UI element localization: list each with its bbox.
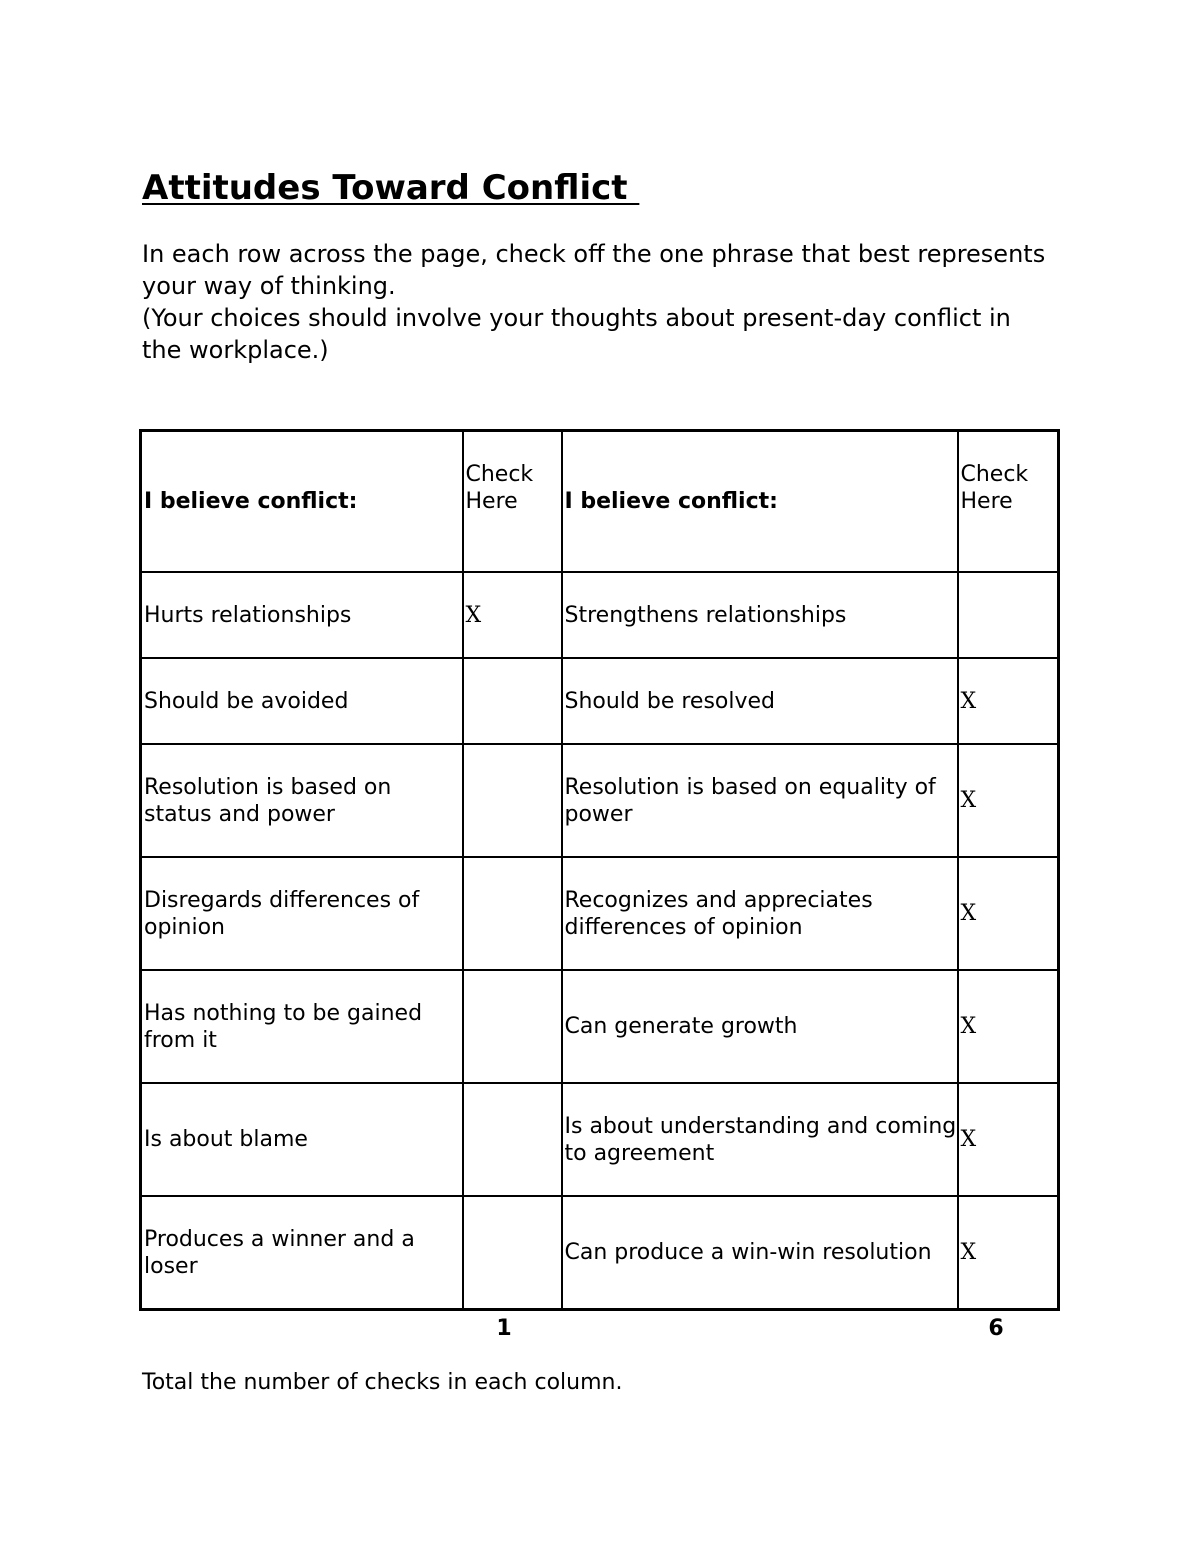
right-check-cell[interactable]: X bbox=[958, 857, 1059, 970]
right-check-header: Check Here bbox=[958, 431, 1059, 573]
right-column-total: 6 bbox=[988, 1316, 1004, 1341]
left-statement: Disregards differences of opinion bbox=[141, 857, 463, 970]
table-row bbox=[141, 970, 1059, 1083]
total-instruction: Total the number of checks in each column. bbox=[142, 1370, 623, 1395]
instructions-line-2: (Your choices should involve your thoughts about present-day conflict in the workplace.) bbox=[142, 304, 1011, 364]
table-row bbox=[141, 572, 1059, 658]
left-check-cell[interactable] bbox=[463, 1196, 562, 1310]
attitudes-table bbox=[139, 429, 1060, 1311]
left-check-cell[interactable] bbox=[463, 857, 562, 970]
right-column-header: I believe conflict: bbox=[562, 431, 958, 573]
table-header-row bbox=[141, 431, 1059, 573]
instructions bbox=[142, 238, 1052, 366]
left-statement: Has nothing to be gained from it bbox=[141, 970, 463, 1083]
left-column-total: 1 bbox=[496, 1316, 512, 1341]
table-row bbox=[141, 744, 1059, 857]
right-statement: Can produce a win-win resolution bbox=[562, 1196, 958, 1310]
right-check-cell[interactable] bbox=[958, 572, 1059, 658]
left-check-header: Check Here bbox=[463, 431, 562, 573]
left-statement: Is about blame bbox=[141, 1083, 463, 1196]
left-check-cell[interactable] bbox=[463, 1083, 562, 1196]
right-check-cell[interactable]: X bbox=[958, 744, 1059, 857]
table-row bbox=[141, 857, 1059, 970]
left-column-header: I believe conflict: bbox=[141, 431, 463, 573]
left-statement: Hurts relationships bbox=[141, 572, 463, 658]
table-row bbox=[141, 1083, 1059, 1196]
left-statement: Produces a winner and a loser bbox=[141, 1196, 463, 1310]
right-statement: Strengthens relationships bbox=[562, 572, 958, 658]
page-title: Attitudes Toward Conflict bbox=[142, 168, 640, 208]
right-check-cell[interactable]: X bbox=[958, 658, 1059, 744]
left-statement: Should be avoided bbox=[141, 658, 463, 744]
instructions-line-1: In each row across the page, check off the one phrase that best represents your way of thinking. bbox=[142, 240, 1046, 300]
left-check-cell[interactable]: X bbox=[463, 572, 562, 658]
right-statement: Resolution is based on equality of power bbox=[562, 744, 958, 857]
table-row bbox=[141, 658, 1059, 744]
right-statement: Should be resolved bbox=[562, 658, 958, 744]
table-row bbox=[141, 1196, 1059, 1310]
left-statement: Resolution is based on status and power bbox=[141, 744, 463, 857]
right-check-cell[interactable]: X bbox=[958, 970, 1059, 1083]
right-statement: Can generate growth bbox=[562, 970, 958, 1083]
right-check-cell[interactable]: X bbox=[958, 1083, 1059, 1196]
left-check-cell[interactable] bbox=[463, 970, 562, 1083]
right-statement: Recognizes and appreciates differences of opinion bbox=[562, 857, 958, 970]
left-check-cell[interactable] bbox=[463, 658, 562, 744]
right-statement: Is about understanding and coming to agreement bbox=[562, 1083, 958, 1196]
left-check-cell[interactable] bbox=[463, 744, 562, 857]
right-check-cell[interactable]: X bbox=[958, 1196, 1059, 1310]
